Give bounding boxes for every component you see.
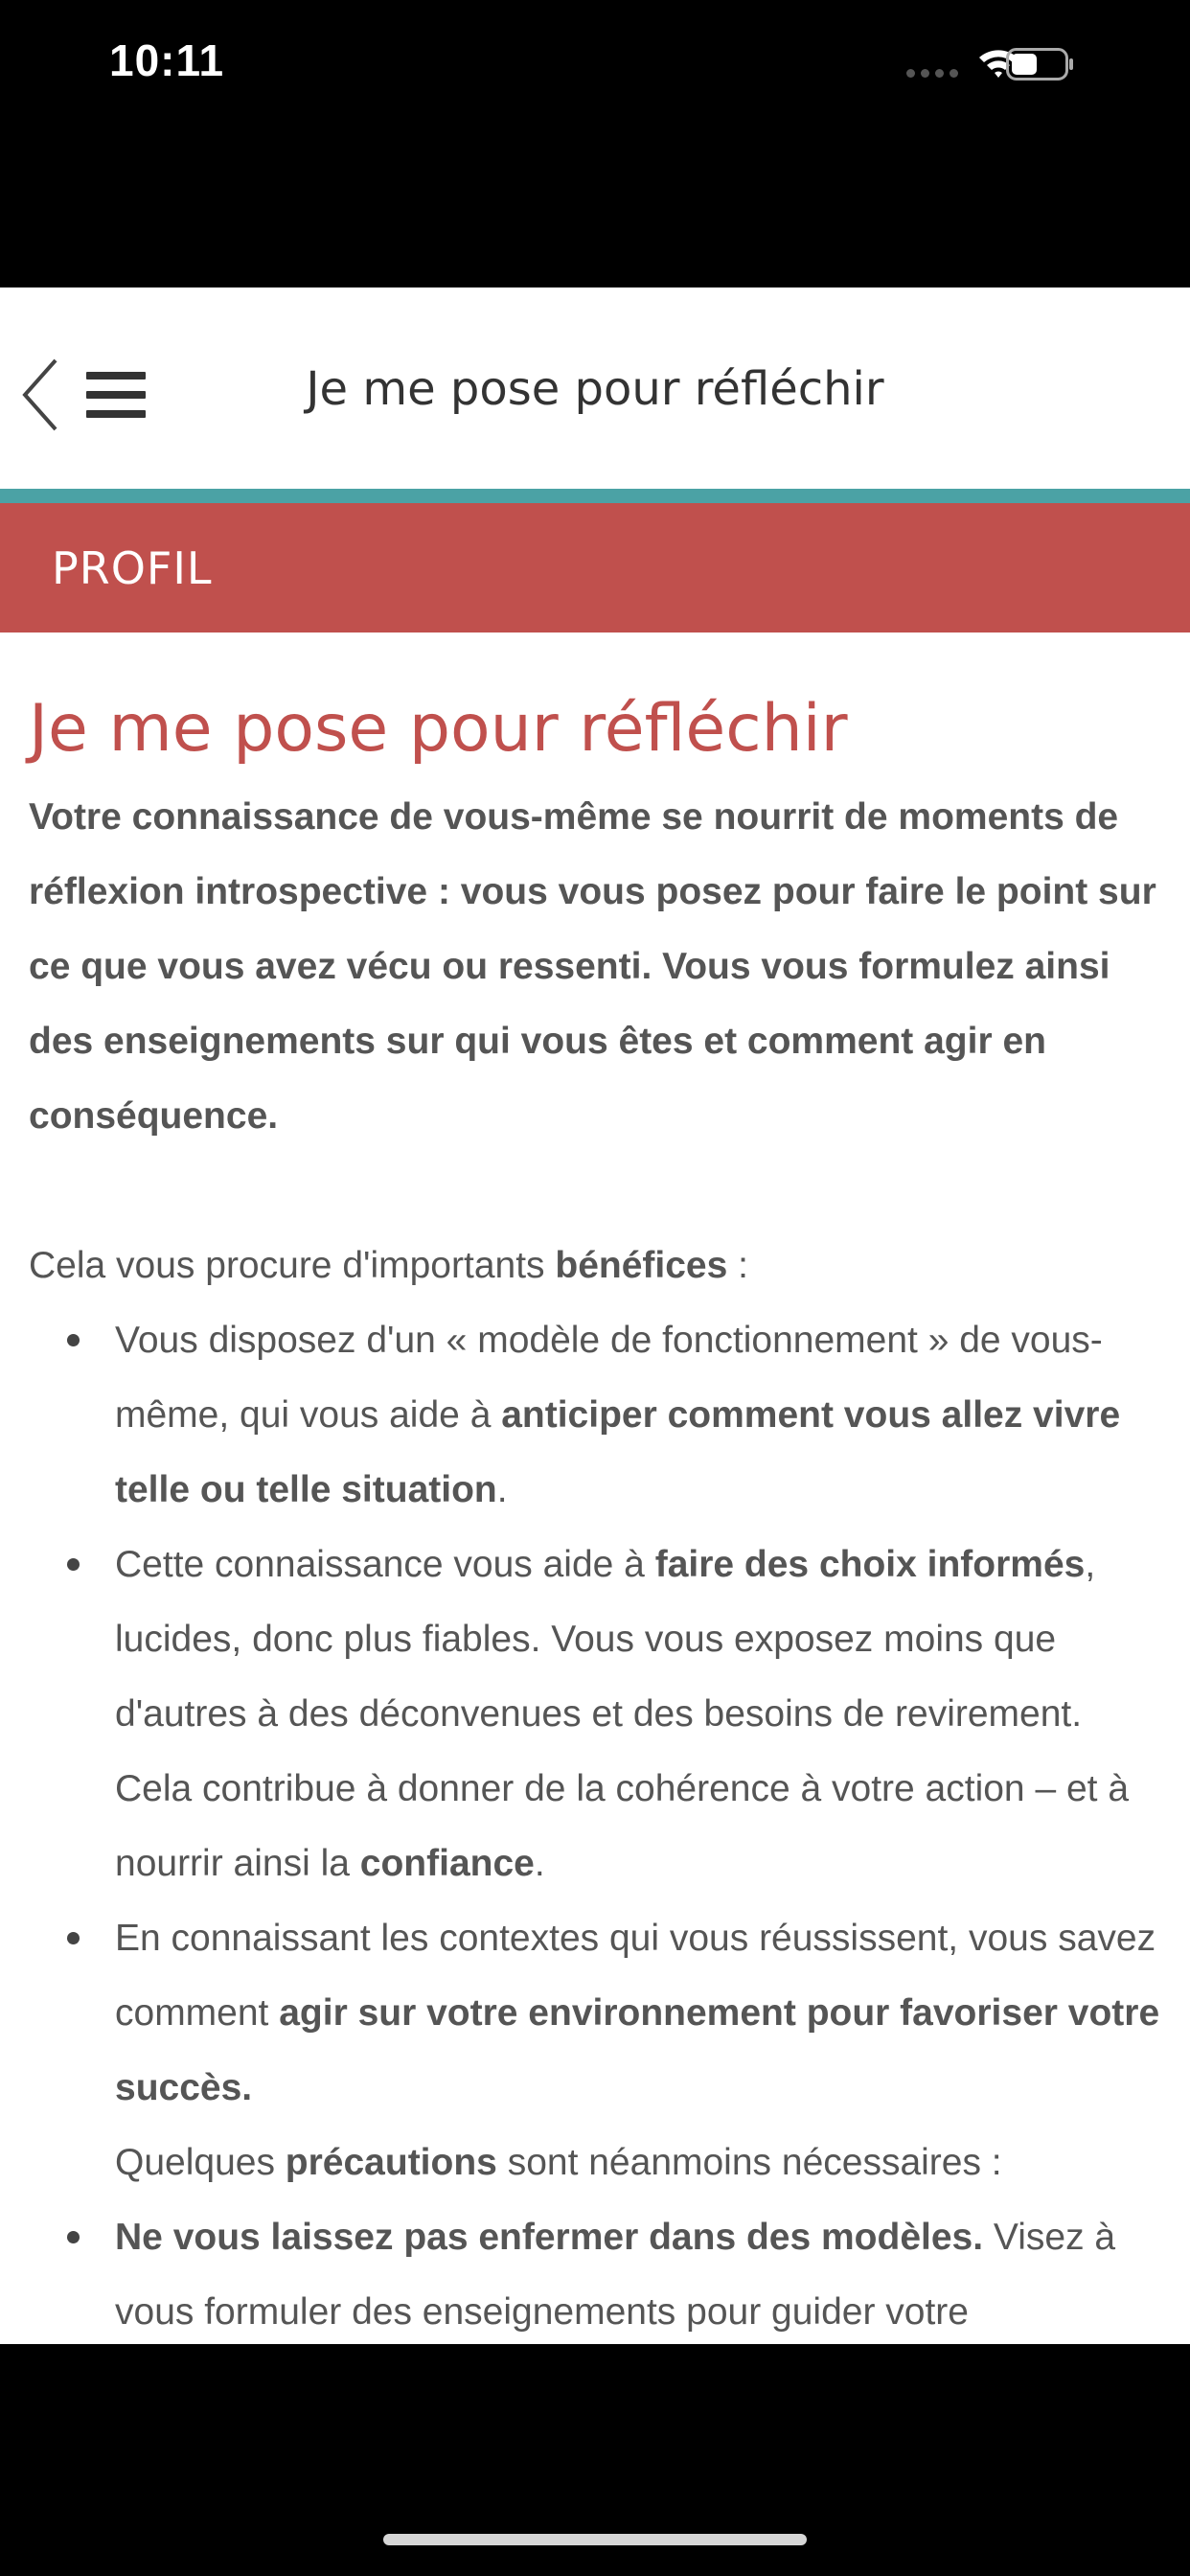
- status-time: 10:11: [109, 35, 225, 85]
- bullet: [67, 1558, 80, 1571]
- list-item: Vous disposez d'un « modèle de fonctionnement » de vous-même, qui vous aide à anticiper comment vous allez vivre telle ou telle situation.: [29, 1303, 1161, 1528]
- bullet: [67, 1334, 80, 1346]
- home-indicator[interactable]: [383, 2534, 807, 2545]
- battery-icon: [1006, 48, 1075, 80]
- article-title: Je me pose pour réfléchir: [29, 691, 848, 767]
- article-content: [0, 632, 1190, 2344]
- nav-title: Je me pose pour réfléchir: [306, 362, 884, 416]
- precautions-lead: Quelques précautions sont néanmoins nécessaires :: [115, 2142, 1002, 2183]
- app-screen: [0, 288, 1190, 2344]
- list-item: En connaissant les contextes qui vous réussissent, vous savez comment agir sur votre environnement pour favoriser votre succès.: [29, 1901, 1161, 2126]
- bullet: [67, 2231, 80, 2243]
- article-intro: Votre connaissance de vous-même se nourrit de moments de réflexion introspective : vous vous posez pour faire le point sur ce que vous avez vécu ou ressenti. Vous vous formulez ainsi des enseignements sur qui vous êtes et comment agir en conséquence.: [29, 796, 1156, 1137]
- precautions-list: [29, 2200, 1161, 2344]
- list-item: Ne vous laissez pas enfermer dans des modèles. Visez à vous formuler des enseignements pour guider votre: [29, 2200, 1161, 2344]
- list-item: Cette connaissance vous aide à faire des choix informés, lucides, donc plus fiables. Vous vous exposez moins que d'autres à des déconvenues et des besoins de revirement. Cela contribue à donner de la cohérence à votre action – et à nourrir ainsi la confiance.: [29, 1528, 1161, 1901]
- navigation-bar: [0, 288, 1190, 489]
- bullet: [67, 1932, 80, 1944]
- header-divider: [0, 489, 1190, 503]
- benefits-list: [29, 1303, 1161, 2126]
- status-bar: [0, 0, 1190, 288]
- category-banner: PROFIL: [0, 503, 1190, 632]
- signal-icon: [906, 69, 960, 80]
- benefits-lead: Cela vous procure d'importants bénéfices :: [29, 1245, 748, 1286]
